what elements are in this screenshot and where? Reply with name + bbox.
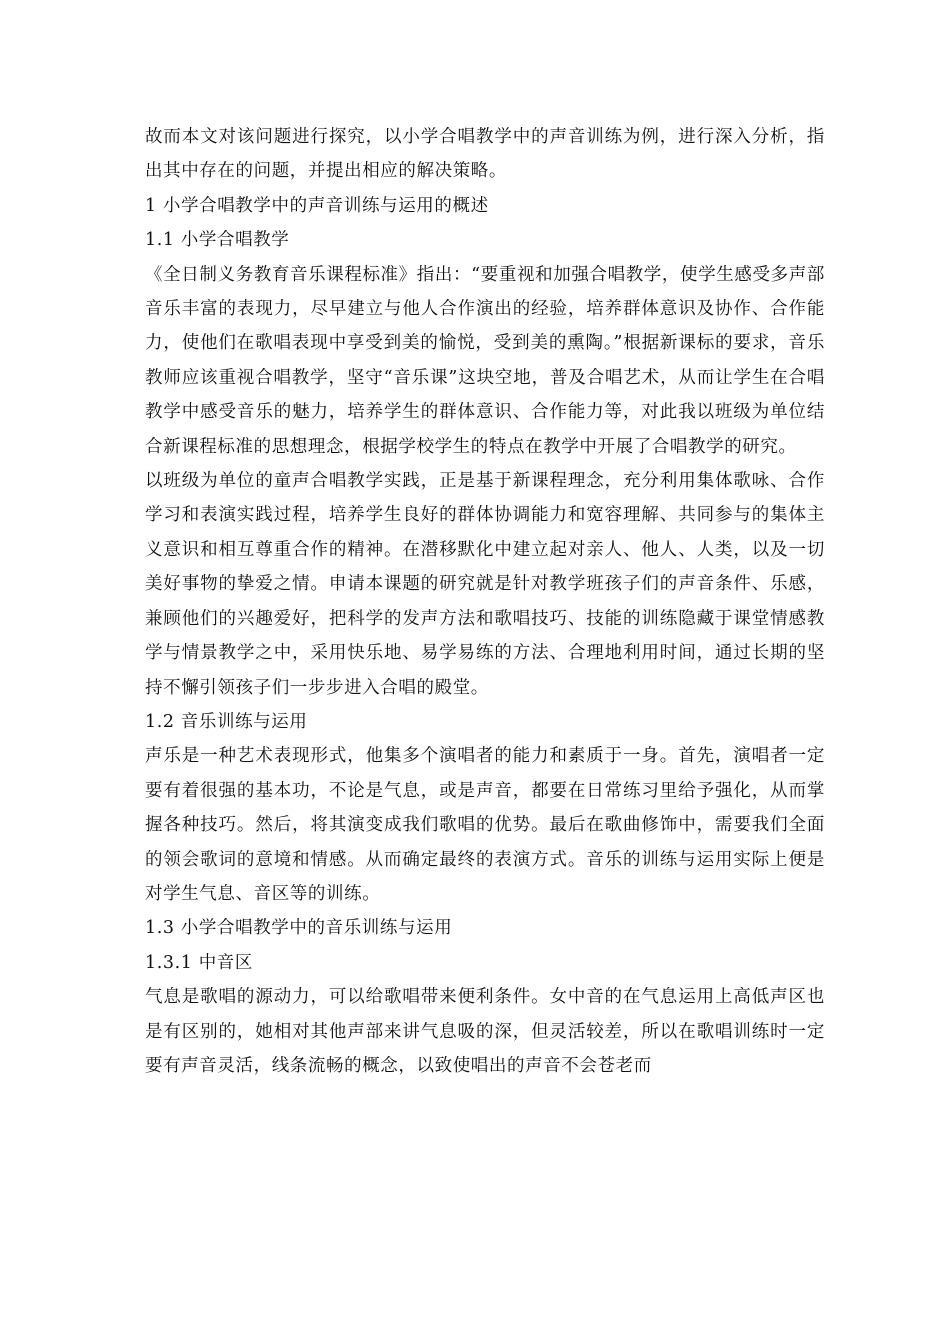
document-body bbox=[145, 120, 825, 1083]
body-paragraph: 《全日制义务教育音乐课程标准》指出：“要重视和加强合唱教学，使学生感受多声部音乐丰富的表现力，尽早建立与他人合作演出的经验，培养群体意识及协作、合作能力，使他们在歌唱表现中享受到美的愉悦，受到美的熏陶。”根据新课标的要求，音乐教师应该重视合唱教学，坚守“音乐课”这块空地，普及合唱艺术，从而让学生在合唱教学中感受音乐的魅力，培养学生的群体意识、合作能力等，对此我以班级为单位结合新课程标准的思想理念，根据学校学生的特点在教学中开展了合唱教学的研究。 bbox=[145, 264, 825, 457]
subsection-heading: 1.3 小学合唱教学中的音乐训练与运用 bbox=[145, 918, 453, 939]
section-heading: 1 小学合唱教学中的声音训练与运用的概述 bbox=[145, 195, 489, 216]
body-paragraph: 声乐是一种艺术表现形式，他集多个演唱者的能力和素质于一身。首先，演唱者一定要有着很强的基本功，不论是气息，或是声音，都要在日常练习里给予强化，从而掌握各种技巧。然后，将其演变成我们歌唱的优势。最后在歌曲修饰中，需要我们全面的领会歌词的意境和情感。从而确定最终的表演方式。音乐的训练与运用实际上便是对学生气息、音区等的训练。 bbox=[145, 746, 825, 904]
subsection-heading: 1.1 小学合唱教学 bbox=[145, 230, 290, 251]
body-paragraph: 气息是歌唱的源动力，可以给歌唱带来便利条件。女中音的在气息运用上高低声区也是有区别的，她相对其他声部来讲气息吸的深，但灵活较差，所以在歌唱训练时一定要有声音灵活，线条流畅的概念，以致使唱出的声音不会苍老而 bbox=[145, 987, 825, 1076]
body-paragraph: 故而本文对该问题进行探究，以小学合唱教学中的声音训练为例，进行深入分析，指出其中存在的问题，并提出相应的解决策略。 bbox=[145, 127, 825, 182]
subsection-heading: 1.2 音乐训练与运用 bbox=[145, 711, 308, 732]
body-paragraph: 以班级为单位的童声合唱教学实践，正是基于新课程理念，充分利用集体歌咏、合作学习和表演实践过程，培养学生良好的群体协调能力和宽容理解、共同参与的集体主义意识和相互尊重合作的精神。在潜移默化中建立起对亲人、他人、人类，以及一切美好事物的挚爱之情。申请本课题的研究就是针对教学班孩子们的声音条件、乐感，兼顾他们的兴趣爱好，把科学的发声方法和歌唱技巧、技能的训练隐藏于课堂情感教学与情景教学之中，采用快乐地、易学易练的方法、合理地利用时间，通过长期的坚持不懈引领孩子们一步步进入合唱的殿堂。 bbox=[145, 471, 825, 698]
subsubsection-heading: 1.3.1 中音区 bbox=[145, 952, 253, 973]
